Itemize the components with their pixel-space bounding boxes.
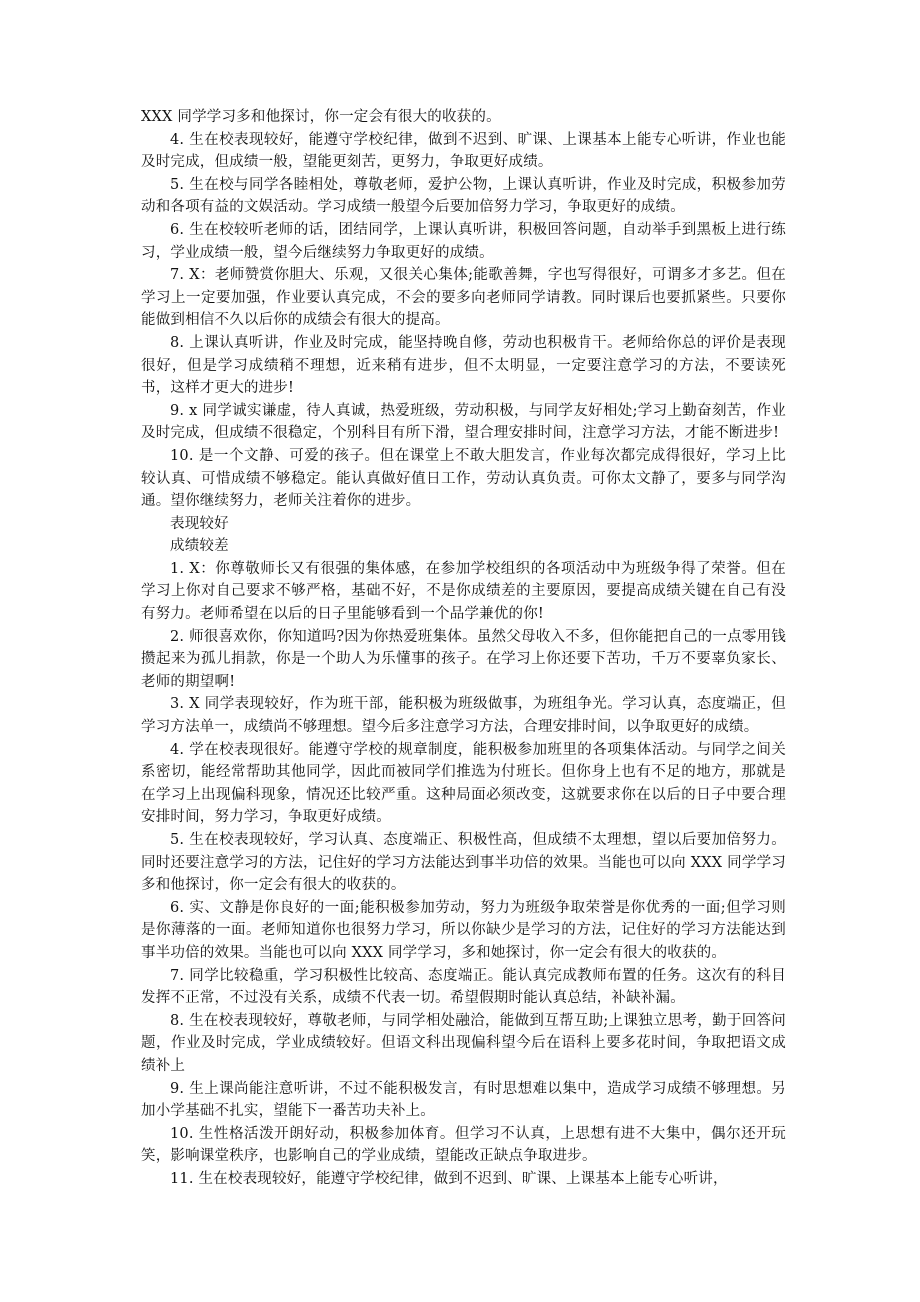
section-heading: 表现较好 (170, 515, 229, 532)
paragraph: 9. 生上课尚能注意听讲，不过不能积极发言，有时思想难以集中，造成学习成绩不够理想。另加小学基础不扎实，望能下一番苦功夫补上。 (141, 1080, 786, 1120)
paragraph: 6. 生在校较听老师的话，团结同学，上课认真听讲，积极回答问题，自动举手到黑板上进行练习，学业成绩一般，望今后继续努力争取更好的成绩。 (141, 221, 786, 261)
paragraph: 7. X：老师赞赏你胆大、乐观，又很关心集体;能歌善舞，字也写得很好，可谓多才多艺。但在学习上一定要加强，作业要认真完成，不会的要多向老师同学请教。同时课后也要抓紧些。只要你能做到相信不久以后你的成绩会有很大的提高。 (141, 267, 786, 329)
paragraph: 8. 上课认真听讲，作业及时完成，能坚持晚自修，劳动也积极肯干。老师给你总的评价是表现很好，但是学习成绩稍不理想，近来稍有进步，但不太明显，一定要注意学习的方法，不要读死书，这样才更大的进步! (141, 334, 786, 397)
paragraph: XXX 同学学习多和他探讨，你一定会有很大的收获的。 (141, 109, 501, 125)
paragraph: 8. 生在校表现较好，尊敬老师，与同学相处融洽，能做到互帮互助;上课独立思考，勤于回答问题，作业及时完成，学业成绩较好。但语文科出现偏科望今后在语科上要多花时间，争取把语文成绩补上 (141, 1012, 786, 1074)
paragraph: 7. 同学比较稳重，学习积极性比较高、态度端正。能认真完成教师布置的任务。这次有的科目发挥不正常，不过没有关系，成绩不代表一切。希望假期时能认真总结，补缺补漏。 (141, 967, 786, 1007)
paragraph: 4. 学在校表现很好。能遵守学校的规章制度，能积极参加班里的各项集体活动。与同学之间关系密切，能经常帮助其他同学，因此而被同学们推选为付班长。但你身上也有不足的地方，那就是在学习上出现偏科现象，情况还比较严重。这种局面必须改变，这就要求你在以后的日子中要合理安排时间，努力学习，争取更好成绩。 (141, 741, 786, 826)
paragraph: 10. 生性格活泼开朗好动，积极参加体育。但学习不认真，上思想有进不大集中，偶尔还开玩笑，影响课堂秩序，也影响自己的学业成绩，望能改正缺点争取进步。 (141, 1125, 786, 1165)
paragraph: 4. 生在校表现较好，能遵守学校纪律，做到不迟到、旷课、上课基本上能专心听讲，作业也能及时完成，但成绩一般，望能更刻苦，更努力，争取更好成绩。 (141, 131, 786, 171)
paragraph: 9. x 同学诚实谦虚，待人真诚，热爱班级，劳动积极，与同学友好相处;学习上勤奋刻苦，作业及时完成，但成绩不很稳定，个别科目有所下滑，望合理安排时间，注意学习方法，才能不断进步! (141, 402, 786, 442)
paragraph: 6. 实、文静是你良好的一面;能积极参加劳动，努力为班级争取荣誉是你优秀的一面;但学习则是你薄落的一面。老师知道你也很努力学习，所以你缺少是学习的方法，记住好的学习方法能达到事半功倍的效果。当能也可以向 XXX 同学学习，多和她探讨，你一定会有很大的收获的。 (141, 899, 786, 961)
section-heading: 成绩较差 (170, 538, 229, 555)
paragraph: 1. X：你尊敬师长又有很强的集体感，在参加学校组织的各项活动中为班级争得了荣誉。但在学习上你对自己要求不够严格，基础不好，不是你成绩差的主要原因，要提高成绩关键在自己有没有努力。老师希望在以后的日子里能够看到一个品学兼优的你! (141, 560, 786, 623)
paragraph: 3. X 同学表现较好，作为班干部，能积极为班级做事，为班组争光。学习认真，态度端正，但学习方法单一，成绩尚不够理想。望今后多注意学习方法，合理安排时间，以争取更好的成绩。 (141, 696, 786, 736)
paragraph: 5. 生在校表现较好，学习认真、态度端正、积极性高，但成绩不太理想，望以后要加倍努力。同时还要注意学习的方法，记住好的学习方法能达到事半功倍的效果。当能也可以向 XXX 同学学习多和他探讨，你一定会有很大的收获的。 (141, 832, 786, 894)
paragraph: 5. 生在校与同学各睦相处，尊敬老师，爱护公物，上课认真听讲，作业及时完成，积极参加劳动和各项有益的文娱活动。学习成绩一般望今后要加倍努力学习，争取更好的成绩。 (141, 176, 786, 216)
paragraph: 2. 师很喜欢你，你知道吗?因为你热爱班集体。虽然父母收入不多，但你能把自己的一点零用钱攒起来为孤儿捐款，你是一个助人为乐懂事的孩子。在学习上你还要下苦功，千万不要辜负家长、老师的期望啊! (141, 628, 786, 690)
paragraph: 10. 是一个文静、可爱的孩子。但在课堂上不敢大胆发言，作业每次都完成得很好，学习上比较认真、可惜成绩不够稳定。能认真做好值日工作，劳动认真负责。可你太文静了，要多与同学沟通。望你继续努力，老师关注着你的进步。 (141, 447, 786, 510)
paragraph: 11. 生在校表现较好，能遵守学校纪律，做到不迟到、旷课、上课基本上能专心听讲， (170, 1170, 728, 1187)
